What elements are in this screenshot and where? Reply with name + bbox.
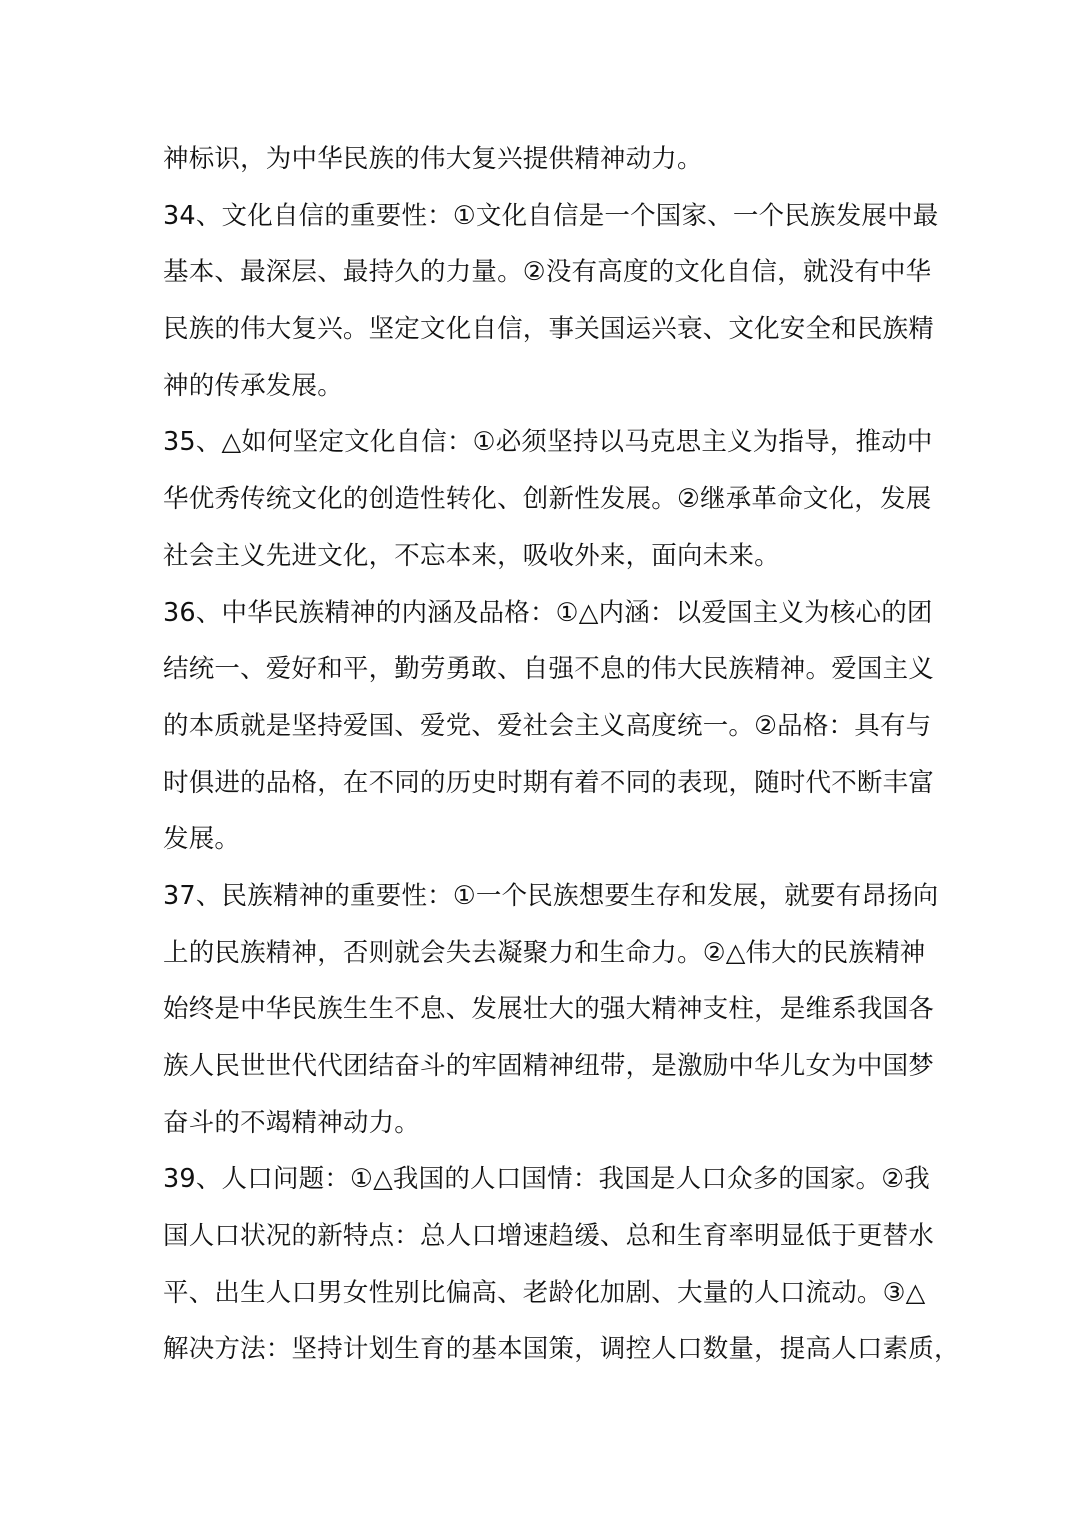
text-line: 解决方法：坚持计划生育的基本国策，调控人口数量，提高人口素质， — [163, 1334, 960, 1365]
text-line: 民族的伟大复兴。坚定文化自信，事关国运兴衰、文化安全和民族精 — [163, 314, 935, 345]
text-line: 的本质就是坚持爱国、爱党、爱社会主义高度统一。②品格：具有与 — [163, 710, 932, 741]
text-line: 36、中华民族精神的内涵及品格：①△内涵：以爱国主义为核心的团 — [163, 597, 933, 628]
text-line: 始终是中华民族生生不息、发展壮大的强大精神支柱，是维系我国各 — [163, 994, 935, 1025]
text-line: 族人民世世代代团结奋斗的牢固精神纽带，是激励中华儿女为中国梦 — [163, 1051, 935, 1081]
text-line: 平、出生人口男女性别比偏高、老龄化加剧、大量的人口流动。③△ — [163, 1277, 926, 1308]
text-line: 34、文化自信的重要性：①文化自信是一个国家、一个民族发展中最 — [163, 200, 939, 231]
text-line: 上的民族精神，否则就会失去凝聚力和生命力。②△伟大的民族精神 — [163, 937, 926, 968]
text-line: 神的传承发展。 — [163, 370, 343, 401]
text-line: 社会主义先进文化，不忘本来，吸收外来，面向未来。 — [163, 540, 780, 571]
text-line: 35、△如何坚定文化自信：①必须坚持以马克思主义为指导，推动中 — [163, 427, 933, 458]
text-line: 华优秀传统文化的创造性转化、创新性发展。②继承革命文化，发展 — [163, 484, 932, 515]
text-line: 时俱进的品格，在不同的历史时期有着不同的表现，随时代不断丰富 — [163, 767, 935, 798]
text-line: 39、人口问题：①△我国的人口国情：我国是人口众多的国家。②我 — [163, 1164, 930, 1195]
text-line: 发展。 — [163, 824, 241, 855]
text-line: 结统一、爱好和平，勤劳勇敢、自强不息的伟大民族精神。爱国主义 — [163, 654, 935, 685]
text-line: 37、民族精神的重要性：①一个民族想要生存和发展，就要有昂扬向 — [163, 880, 939, 911]
text-line: 国人口状况的新特点：总人口增速趋缓、总和生育率明显低于更替水 — [163, 1221, 935, 1252]
text-line: 基本、最深层、最持久的力量。②没有高度的文化自信，就没有中华 — [163, 257, 932, 288]
text-line: 神标识，为中华民族的伟大复兴提供精神动力。 — [163, 144, 703, 174]
document-body — [163, 131, 960, 1378]
text-line: 奋斗的不竭精神动力。 — [163, 1107, 421, 1138]
